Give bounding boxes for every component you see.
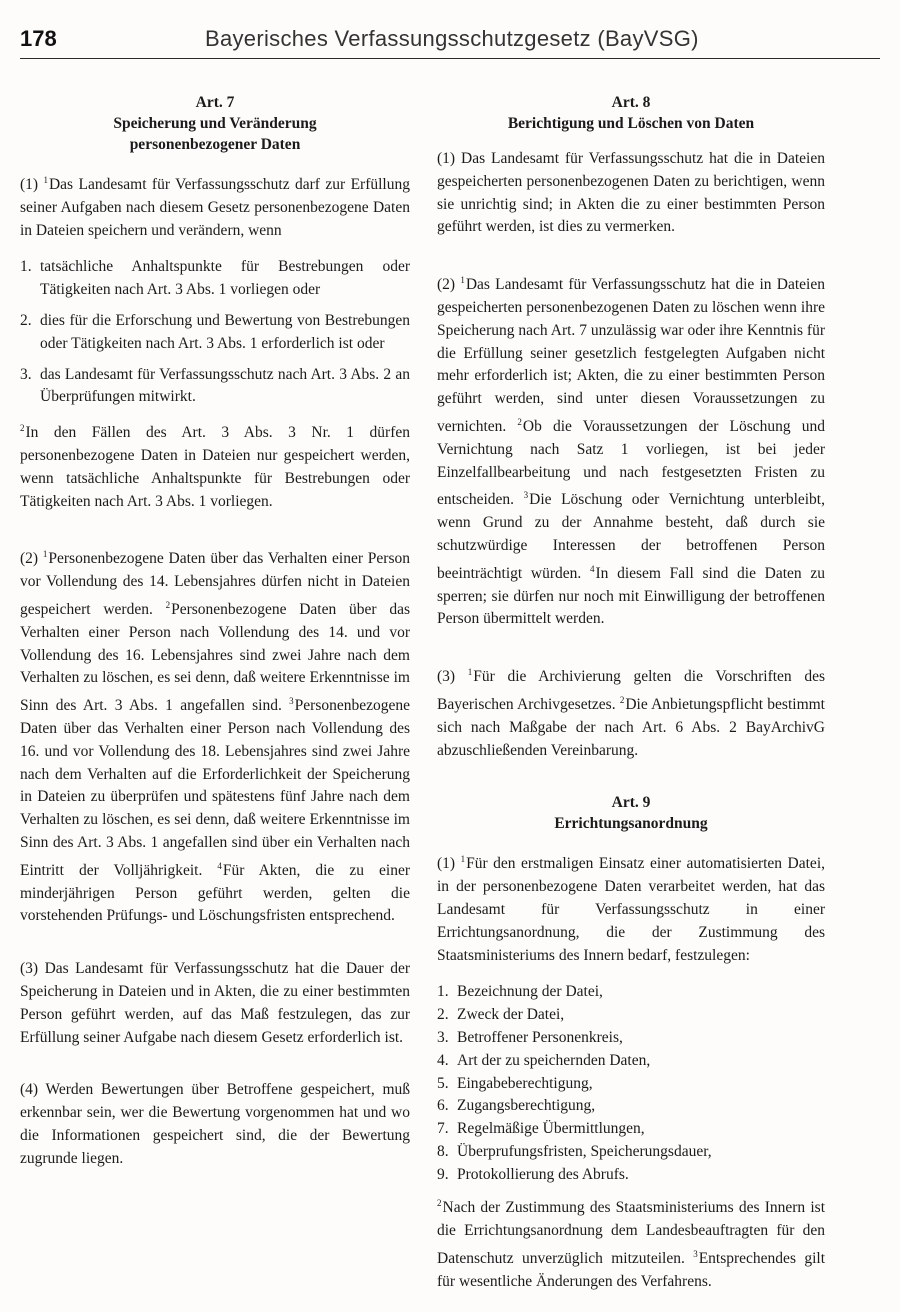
art7-paragraph-4: (4) Werden Bewertungen über Betroffene gespeichert, muß erkennbar sein, wer die Bewertung vorgenommen hat und wo die Informationen gespeichert sind, die der Bewertung zugrunde liegen. <box>20 1081 410 1167</box>
page-number: 178 <box>20 26 57 51</box>
page-header <box>20 22 880 59</box>
art9-number: Art. 9 <box>611 794 651 812</box>
art8-number: Art. 8 <box>611 94 651 111</box>
list-item: 1. tatsächliche Anhaltspunkte für Bestrebungen oder Tätigkeiten nach Art. 3 Abs. 1 vorliegen oder <box>20 258 410 299</box>
paragraph-text: Das Landesamt für Verfassungsschutz darf zur Erfüllung seiner Aufgaben nach diesem Gesetz personenbezogene Daten in Dateien speichern und verändern, wenn <box>20 176 410 239</box>
art9-paragraph-1: (1) $^1$Für den erstmaligen Einsatz einer automatisierten Datei, in der personenbezogene Daten verarbeitet werden, hat das Landesamt für Verfassungsschutz in einer Errichtungsanordnung, die der Zustimmung des Staatsministeriums des Innern bedarf, festzulegen: <box>437 854 825 964</box>
art9-heading <box>437 792 825 834</box>
list-item: 6. Zugangsberechtigung, <box>437 1097 596 1115</box>
art9-title: Errichtungsanordnung <box>554 815 708 833</box>
art8-paragraph-3: (3) $^1$Für die Archivierung gelten die Vorschriften des Bayerischen Archivgesetzes. $^2$Die Anbietungspflicht bestimmt sich nach Maßgabe der nach Art. 6 Abs. 2 BayArchivG abzuschließenden Vereinbarung. <box>437 667 826 759</box>
list-item: 3. Betroffener Personenkreis, <box>437 1028 623 1046</box>
art7-conditions-list <box>20 256 410 409</box>
art9-closing: $^2$Nach der Zustimmung des Staatsministeriums des Innern ist die Errichtungsanordnung dem Landesbeauftragten für den Datenschutz unverzüglich mitzuteilen. $^3$Entsprechendes gilt für wesentliche Änderungen des Verfahrens. <box>437 1198 825 1290</box>
left-column <box>20 92 410 1188</box>
list-item: 8. Überprufungsfristen, Speicherungsdauer, <box>437 1142 712 1160</box>
list-item: 7. Regelmäßige Übermittlungen, <box>437 1120 645 1138</box>
art7-paragraph-2: (2) $^1$Personenbezogene Daten über das Verhalten einer Person vor Vollendung des 14. Lebensjahres dürfen nicht in Dateien gespeichert werden. $^2$Personenbezogene Daten über das Verhalten einer Person nach Vollendung des 14. und vor Vollendung des 16. Lebensjahres sind zwei Jahre nach dem Verhalten zu löschen, es sei denn, daß weitere Erkenntnisse im Sinn des Art. 3 Abs. 1 angefallen sind. $^3$Personenbezogene Daten über das Verhalten einer Person nach Vollendung des 16. und vor Vollendung des 18. Lebensjahres sind zwei Jahre nach dem Verhalten auf die Erforderlichkeit der Speicherung in Dateien zu überprüfen und spätestens fünf Jahre nach dem Verhalten zu löschen, es sei denn, daß weitere Erkenntnisse im Sinn des Art. 3 Abs. 1 angefallen sind über ein Verhalten nach Eintritt der Volljährigkeit. $^4$Für Akten, die zu einer minderjährigen Person geführt werden, gelten die vorstehenden Prüfungs- und Löschungsfristen entsprechend. <box>20 549 410 925</box>
list-item: 9. Protokollierung des Abrufs. <box>437 1165 629 1183</box>
list-item: 3. das Landesamt für Verfassungsschutz nach Art. 3 Abs. 2 an Überprüfungen mitwirkt. <box>20 365 410 406</box>
art7-title-line2: personenbezogener Daten <box>129 136 301 153</box>
right-column <box>437 92 825 1312</box>
art7-heading <box>20 92 410 155</box>
list-item: 1. Bezeichnung der Datei, <box>437 983 603 1001</box>
art8-paragraph-1: (1) Das Landesamt für Verfassungsschutz hat die in Dateien gespeicherten personenbezogenen Daten zu berichtigen, wenn sie unrichtig sind; in Akten die zu einer bestimmten Person geführt werden, ist dies zu vermerken. <box>437 150 825 236</box>
art7-paragraph-3: (3) Das Landesamt für Verfassungsschutz hat die Dauer der Speicherung in Dateien und in Akten, die zu einer bestimmten Person geführt werden, auf das Maß festzulegen, das zur Erfüllung seiner Aufgabe nach diesem Gesetz erforderlich ist. <box>20 960 410 1046</box>
running-title: Bayerisches Verfassungsschutzgesetz (BayVSG) <box>205 26 699 51</box>
art8-title: Berichtigung und Löschen von Daten <box>507 115 755 132</box>
sentence-number: 1 <box>43 175 48 185</box>
list-item: 2. Zweck der Datei, <box>437 1006 565 1024</box>
list-item: 4. Art der zu speichernden Daten, <box>437 1051 651 1069</box>
sentence-number: 2 <box>20 423 25 434</box>
art7-title-line1: Speicherung und Veränderung <box>113 115 317 132</box>
list-item: 2. dies für die Erforschung und Bewertung von Bestrebungen oder Tätigkeiten nach Art. 3 Abs. 1 erforderlich ist oder <box>20 311 410 352</box>
art9-items-list <box>437 981 825 1186</box>
list-item: 5. Eingabeberechtigung, <box>437 1074 593 1092</box>
art8-paragraph-2: (2) $^1$Das Landesamt für Verfassungsschutz hat die in Dateien gespeicherten personenbezogenen Daten zu löschen wenn ihre Speicherung nach Art. 7 unzulässig war oder ihre Kenntnis für die Erfüllung seiner gesetzlich festgelegten Aufgaben nicht mehr erforderlich ist; Akten, die zu einer bestimmten Person geführt werden, sind unter diesen Voraussetzungen zu vernichten. $^2$Ob die Voraussetzungen der Löschung und Vernichtung nach Satz 1 vorliegen, ist bei jeder Einzelfallbearbeitung und nach festgesetzten Fristen zu entscheiden. $^3$Die Löschung oder Vernichtung unterbleibt, wenn Grund zu der Annahme besteht, daß durch sie schutzwürdige Interessen der betroffenen Person beeinträchtigt würden. $^4$In diesem Fall sind die Daten zu sperren; sie dürfen nur noch mit Einwilligung der betroffenen Person übermittelt werden. <box>437 275 825 628</box>
art7-paragraph-1-sentence-2: $^2$In den Fällen des Art. 3 Abs. 3 Nr. 1 dürfen personenbezogene Daten in Dateien nur gespeichert werden, wenn tatsächliche Anhaltspunkte für Bestrebungen oder Tätigkeiten nach Art. 3 Abs. 1 vorliegen. <box>20 423 410 510</box>
art8-heading <box>437 92 825 134</box>
paragraph-number: (1) <box>20 176 44 193</box>
art7-paragraph-1 <box>20 169 410 242</box>
art7-number: Art. 7 <box>195 94 235 111</box>
